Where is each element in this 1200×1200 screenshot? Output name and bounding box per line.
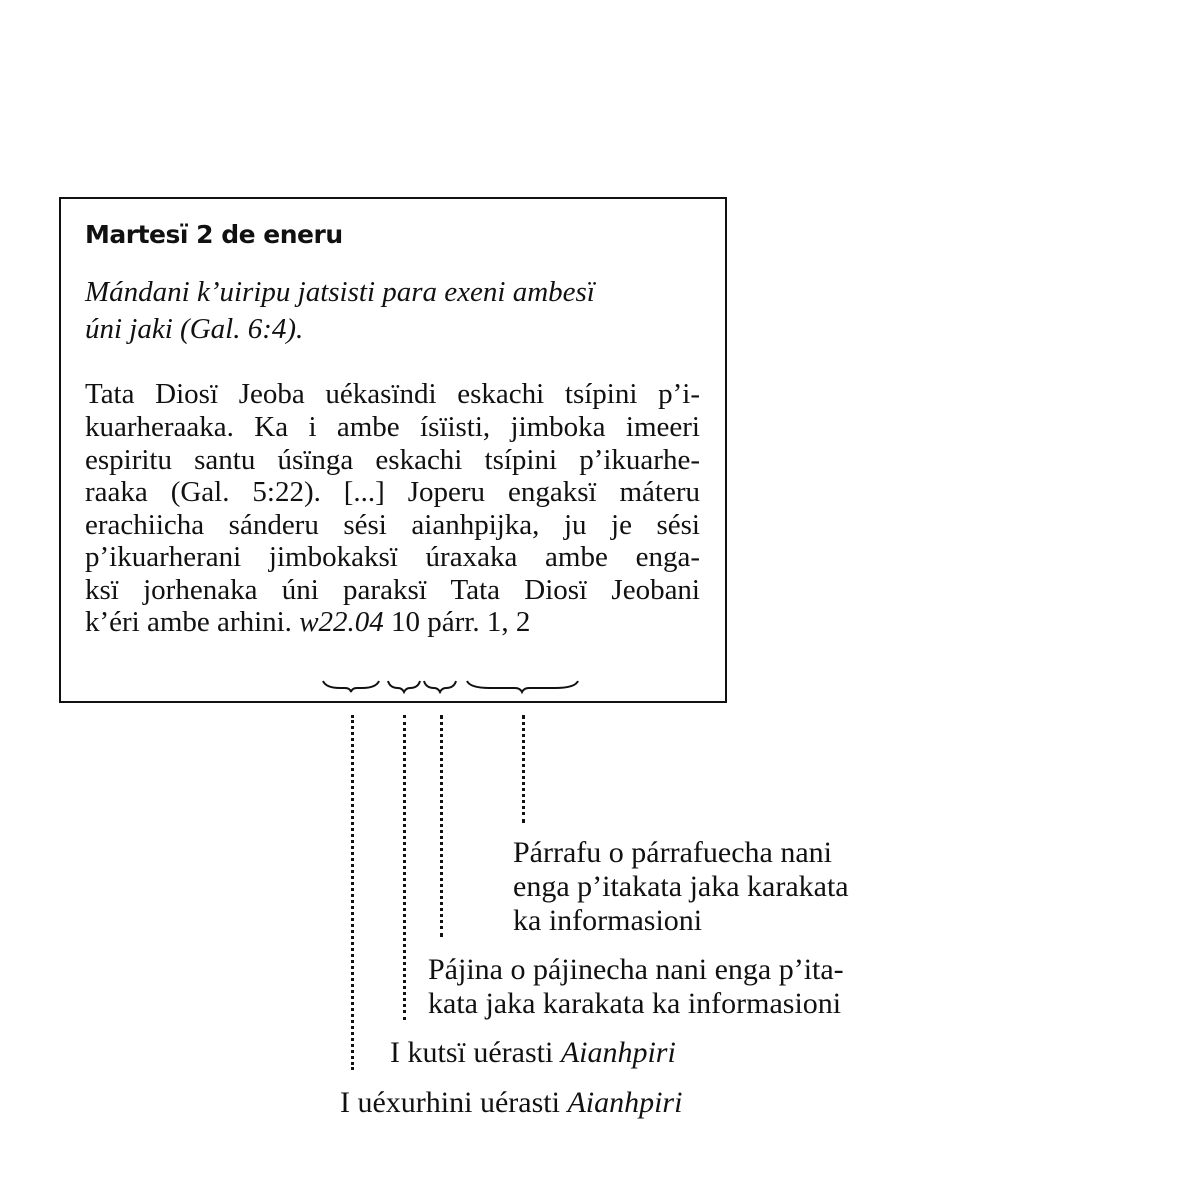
ref-page: 10 [391, 606, 421, 638]
verse-line: Mándani k’uiripu jatsisti para exeni ambesï [85, 276, 595, 308]
dotted-leader-year [351, 715, 354, 1070]
label-year [340, 1086, 682, 1120]
label-line: ka informasioni [513, 904, 703, 937]
dotted-leader-paragraphs [522, 715, 525, 823]
label-line: Párrafu o párrafuecha nani [513, 836, 832, 869]
label-text: I uéxurhini uérasti [340, 1086, 560, 1119]
label-italic: Aianhpiri [567, 1086, 683, 1119]
label-line: kata jaka karakata ka informasioni [428, 987, 842, 1020]
date-heading: Martesï 2 de eneru [85, 220, 343, 249]
body-line: espiritu santu úsïnga eskachi tsípini p’ikuarhe- [85, 444, 700, 476]
brace-page [424, 681, 456, 692]
label-paragraphs [513, 836, 849, 938]
body-line: erachiicha sánderu sési aianhpijka, ju je sési [85, 509, 700, 541]
label-line: Pájina o pájinecha nani enga p’ita- [428, 953, 844, 986]
label-text: I kutsï uérasti [390, 1036, 554, 1069]
ref-paragraphs: párr. 1, 2 [427, 606, 531, 638]
body-line: Tata Diosï Jeoba uékasïndi eskachi tsípini p’i- [85, 378, 700, 410]
brace-year [323, 681, 379, 692]
label-line: enga p’itakata jaka karakata [513, 870, 849, 903]
label-page [428, 953, 844, 1021]
body-line: p’ikuarherani jimbokaksï úraxaka ambe enga- [85, 541, 700, 573]
dotted-leader-page [440, 715, 443, 937]
verse-line: úni jaki (Gal. 6:4). [85, 313, 304, 345]
body-line-text: k’éri ambe arhini. [85, 606, 292, 638]
label-italic: Aianhpiri [560, 1036, 676, 1069]
body-line: kuarheraaka. Ka i ambe ísïisti, jimboka imeeri [85, 411, 700, 443]
ref-publication: w22.04 [299, 606, 384, 638]
label-issue [390, 1036, 676, 1070]
body-line: ksï jorhenaka úni paraksï Tata Diosï Jeobani [85, 574, 700, 606]
brace-issue [388, 681, 420, 692]
dotted-leader-issue [403, 715, 406, 1020]
body-line: raaka (Gal. 5:22). [...] Joperu engaksï máteru [85, 476, 700, 508]
brace-paragraphs [467, 681, 578, 692]
